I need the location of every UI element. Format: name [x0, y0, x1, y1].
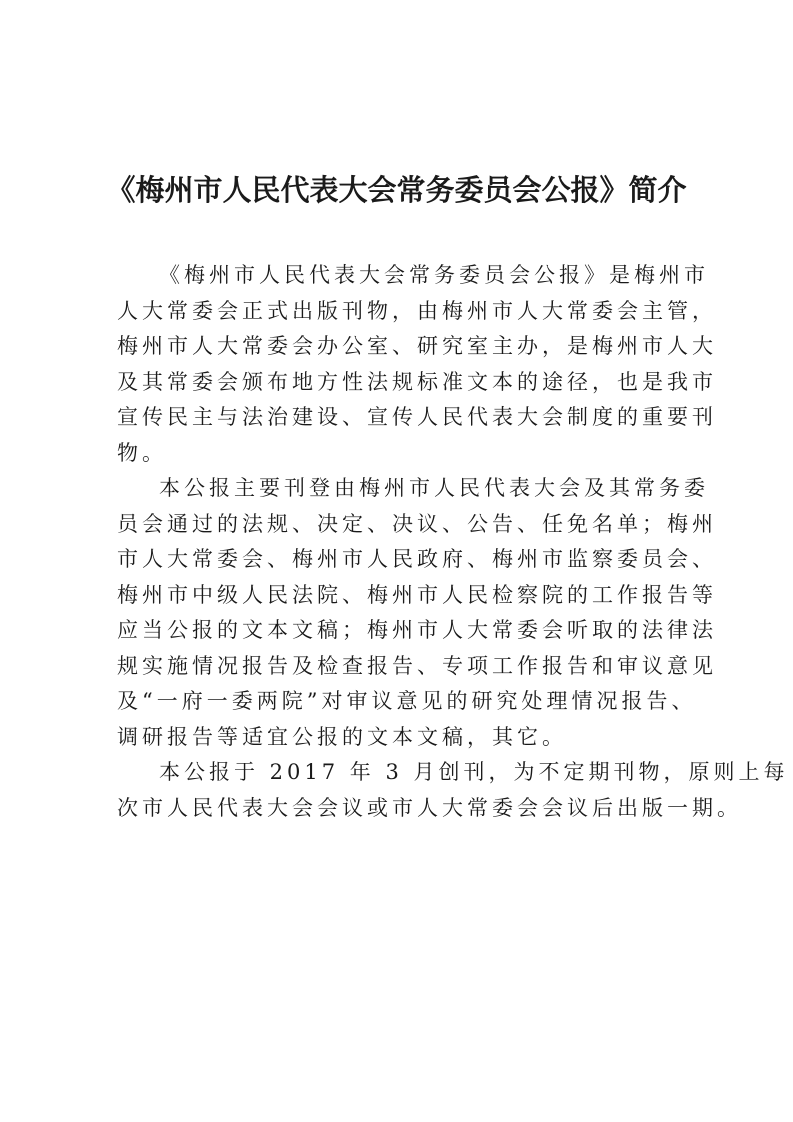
text-line: 人大常委会正式出版刊物，由梅州市人大常委会主管，	[117, 298, 717, 323]
text-line: 物。	[117, 440, 167, 465]
document-title: 《梅州市人民代表大会常务委员会公报》简介	[106, 173, 687, 207]
text-line: 梅州市人大常委会办公室、研究室主办，是梅州市人大	[117, 334, 717, 358]
text-line: 规实施情况报告及检查报告、专项工作报告和审议意见	[117, 653, 717, 678]
text-line: 次市人民代表大会会议或市人大常委会会议后出版一期。	[117, 795, 742, 820]
text-line: 调研报告等适宜公报的文本文稿，其它。	[117, 724, 567, 749]
text-line: 应当公报的文本文稿；梅州市人大常委会听取的法律法	[117, 618, 717, 642]
text-line: 及其常委会颁布地方性法规标准文本的途径，也是我市	[117, 369, 717, 394]
document-body	[117, 258, 789, 826]
text-line: 本公报主要刊登由梅州市人民代表大会及其常务委	[159, 476, 709, 500]
text-line: 员会通过的法规、决定、决议、公告、任免名单；梅州	[117, 511, 717, 536]
paragraph-content	[117, 471, 717, 755]
text-line: 本公报于 2017 年 3 月创刊，为不定期刊物，原则上每	[159, 760, 789, 784]
text-line: 及“一府一委两院”对审议意见的研究处理情况报告、	[117, 689, 697, 713]
text-line: 宣传民主与法治建设、宣传人民代表大会制度的重要刊	[117, 405, 717, 429]
text-line: 梅州市中级人民法院、梅州市人民检察院的工作报告等	[117, 582, 717, 607]
paragraph-intro	[117, 258, 717, 471]
text-line: 市人大常委会、梅州市人民政府、梅州市监察委员会、	[117, 547, 717, 571]
paragraph-publication	[117, 755, 789, 826]
text-line: 《梅州市人民代表大会常务委员会公报》是梅州市	[159, 263, 709, 287]
